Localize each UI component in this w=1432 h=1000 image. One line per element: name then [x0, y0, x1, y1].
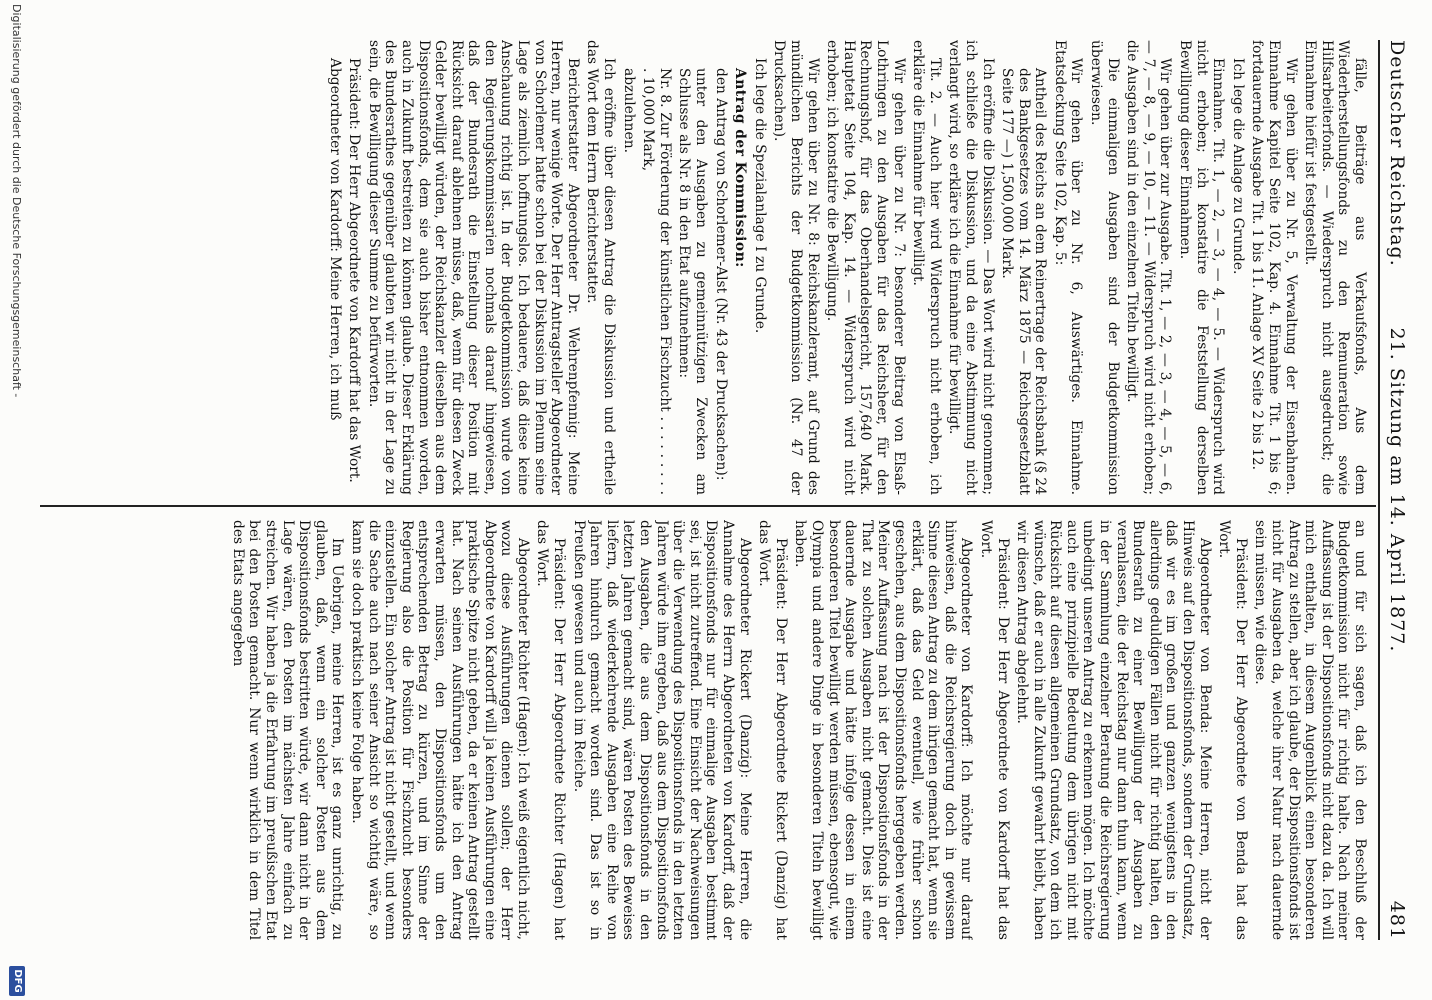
- column-divider: [40, 505, 1376, 507]
- right-column: [40, 520, 1368, 940]
- page-number: 481: [1386, 900, 1408, 940]
- paragraph: Präsident: Der Herr Abgeordnete von Benda hat das Wort.: [1216, 520, 1249, 940]
- paragraph: Einnahme. Tit. 1, — 2, — 3, — 4, — 5. — Widerspruch wird nicht erhoben; ich konstatire die Feststellung derselben Bewilligung dieser Einnahmen.: [1177, 40, 1227, 495]
- paragraph: Abgeordneter von Kardorff: Ich möchte nur darauf hinweisen, daß die Reichsregierung doch in gewissem Sinne diesen Antrag zu dem ihrigen gemacht hat, wenn sie erklärt, daß das Geld eventuell, wie früher schon geschehen, aus dem Dispositionsfonds hergegeben werden. Meiner Auffassung nach ist der Dispositionsfonds in der That zu solchen Ausgaben nicht gemacht. Dies ist eine dauernde Ausgabe und hätte infolge dessen in einem besonderen Titel bewilligt werden müssen, ebensogut, wie Olympia und andere Dinge in besonderen Titeln bewilligt haben.: [792, 520, 975, 940]
- paragraph: Berichterstatter Abgeordneter Dr. Wehrenpfennig: Meine Herren, nur wenige Worte. Der Herr Antragsteller Abgeordneter von Schorlemer hatte schon bei der Diskussion im Plenum seine Lage als ziemlich hoffnungslos. Ich bedauere, daß diese keine Anschauung richtig ist. In der Budgetkommission wurde von den Regierungskommissarien nochmals darauf hingewiesen, daß der Bundesrath die Einstellung dieser Position mit Rücksicht darauf ablehnen müsse, daß, wenn für diesen Zweck Gelder bewilligt würden, der Reichskanzler dieselben aus dem Dispositionsfonds, dem sie auch bisher entnommen worden, auch in Zukunft bestreiten zu können glaube. Dieser Erklärung des Bundesrathes gegenüber glaubten wir nicht in der Lage zu sein, die Bewilligung dieser Summe zu befürworten.: [365, 40, 581, 495]
- paragraph: Antheil des Reichs an dem Reinertrage der Reichsbank (§ 24 des Bankgesetzes vom 14. März 1875 — Reichsgesetzblatt Seite 177 —) 1,500,000 Mark.: [999, 68, 1049, 495]
- paragraph: Ich lege die Spezialanlage I zu Grunde.: [751, 58, 768, 334]
- paragraph: Abgeordneter Rickert (Danzig): Meine Herren, die Annahme des Herrn Abgeordneten von Kardorff, daß der Dispositionsfonds nur für einmalige Ausgaben bestimmt sei, ist nicht zutreffend. Eine Einsicht der Nachweisungen über die Verwendung des Dispositionsfonds in den letzten Jahren würde ihm ergeben, daß aus dem Dispositionsfonds den Ausgaben, die aus dem Dispositionsfonds in den letzten Jahren gemacht sind, wären Posten des Beweises liefern, daß wiederkehrende Ausgaben eine Reihe von Jahren hindurch gemacht worden sind. Das ist so in Preußen gewesen und auch im Reiche.: [570, 520, 753, 940]
- paragraph: an und für sich sagen, daß ich den Beschluß der Budgetkommission nicht für richtig halte. Nach meiner Auffassung ist der Dispositionsfonds nicht dazu da. Ich will mich enthalten, in diesem Augenblick einen besonderen Antrag zu stellen, aber ich glaube, der Dispositionsfonds ist nicht für Ausgaben da, welche ihrer Natur nach dauernde sein müssen, wie diese.: [1252, 520, 1368, 940]
- dfg-logo: DFG: [9, 966, 25, 996]
- paragraph: Wir gehen über zu Nr. 7: besonderer Beitrag von Elsaß-Lothringen zu den Ausgaben für das Reichsheer, für den Rechnungshof, für das Oberhandelsgericht, 157,640 Mark. Hauptetat Seite 104, Kap. 14. — Widerspruch wird nicht erhoben; ich konstatire die Bewilligung.: [824, 40, 907, 495]
- paragraph: Präsident: Der Herr Abgeordnete von Kardorff hat das Wort.: [977, 520, 1011, 940]
- paragraph: Die einmaligen Ausgaben sind der Budgetkommission überwiesen.: [1088, 40, 1121, 495]
- paragraph: unter den Ausgaben zu gemeinnützigen Zwecken am Schlusse als Nr. 8 in den Etat aufzunehmen:: [676, 68, 710, 495]
- digitization-footer: [2, 0, 28, 1000]
- funding-notice: Digitalisierung gefördert durch die Deutsche Forschungsgemeinschaft -: [10, 4, 23, 398]
- paragraph: Wir gehen über zu Nr. 5, Verwaltung der Eisenbahnen. Einnahme Kapitel Seite 102, Kap. 4. Einnahme Tit. 1 bis 6; fortdauernde Ausgabe Tit. 1 bis 11. Anlage XV Seite 2 bis 12.: [1249, 40, 1299, 495]
- paragraph: Ich eröffne über diesen Antrag die Diskussion und ertheile das Wort dem Herrn Berichterstatter.: [584, 40, 618, 495]
- paragraph: den Antrag von Schorlemer-Alst (Nr. 43 der Drucksachen):: [712, 68, 729, 481]
- paragraph: Wir gehen über zur Ausgabe. Tit. 1, — 2, — 3, — 4, — 5, — 6, — 7, — 8, — 9, — 10, — 11. — Widerspruch wird nicht erhoben; die Ausgaben sind in den einzelnen Titeln bewilligt.: [1124, 40, 1174, 495]
- paragraph: Ich lege die Anlage zu Grunde.: [1229, 58, 1246, 275]
- paragraph: Präsident: Der Herr Abgeordnete Richter (Hagen) hat das Wort.: [534, 520, 568, 940]
- paragraph: Nr. 8. Zur Förderung der künstlichen Fischzucht . . . . . . . . . . 10,000 Mark,: [640, 68, 673, 495]
- paragraph: Tit. 2. — Auch hier wird Widerspruch nicht erhoben, ich erkläre die Einnahme für bewilligt.: [910, 40, 943, 495]
- header-title: Deutscher Reichstag.: [1386, 40, 1408, 267]
- paragraph: Wir gehen über zu Nr. 8: Reichskanzleramt, auf Grund des mündlichen Berichts der Budgetkommission (Nr. 47 der Drucksachen).: [771, 40, 821, 495]
- header-session: 21. Sitzung am 14. April 1877.: [1386, 327, 1408, 653]
- paragraph: abzulehnen.: [620, 68, 637, 153]
- paragraph: Abgeordneter von Benda: Meine Herren, nicht der Hinweis auf den Dispositionsfonds, sondern der Grundsatz, daß wir es im großen und ganzen wenigstens in den allerdings geduldigen Fällen nicht für richtig halten, den Bundesrath zu einer Bewilligung der Ausgaben zu veranlassen, die der Reichstag nur dann thun kann, wenn in der Sammlung einzelner Beratung die Reichsregierung unbedingt unseren Antrag zu erkennen mögen. Ich möchte auch eine prinzipielle Bedeutung dem übrigen nicht mit Rücksicht auf diesen allgemeinen Grundsatz, von dem ich wünsche, daß er auch in alle Zukunft gewahrt bleibt, haben wir diesen Antrag abgelehnt.: [1014, 520, 1213, 940]
- paragraph: Präsident: Der Herr Abgeordnete Rickert (Danzig) hat das Wort.: [756, 520, 789, 940]
- paragraph: Antrag der Kommission:: [732, 68, 749, 268]
- paragraph: fälle, Beiträge aus Verkaufsfonds, Aus dem Wiederherstellungsfonds zu den Remuneration sowie Hilfsarbeiterfonds. — Wiederspruch nicht ausgedruckt; die Einnahme hiefür ist festgestellt.: [1302, 40, 1368, 495]
- paragraph: Wir gehen über zu Nr. 6, Auswärtiges. Einnahme. Etatsdeckung Seite 102, Kap. 5:: [1051, 40, 1085, 495]
- paragraph: Ich eröffne die Diskussion. — Das Wort wird nicht genommen; ich schließe die Diskussion, und da eine Abstimmung nicht verlangt wird, so erkläre ich die Einnahme für bewilligt.: [946, 40, 996, 495]
- left-column: [40, 40, 1368, 495]
- paragraph: Abgeordneter von Kardorff: Meine Herren, ich muß: [326, 58, 343, 421]
- paragraph: Präsident: Der Herr Abgeordnete von Kardorff hat das Wort.: [346, 58, 363, 483]
- paragraph: Im Uebrigen, meine Herren, ist es ganz unrichtig, zu glauben, daß, wenn ein solcher Posten aus dem Dispositionsfonds bestritten würde, wir dann nicht in der Lage wären, den Posten im nächsten Jahre einfach zu streichen. Wir haben ja die Erfahrung im preußischen Etat bei den Posten gemacht. Nur wenn wirklich in dem Titel des Etats angegeben: [229, 520, 346, 940]
- page-header: [1378, 40, 1414, 940]
- paragraph: Abgeordneter Richter (Hagen): Ich weiß eigentlich nicht, wozu diese Ausführungen dienen sollen; der Herr Abgeordnete von Kardorff will ja keinen Ausführungen eine praktische Spitze nicht geben, da er keinen Antrag gestellt hat. Nach seinen Ausführungen hätte ich den Antrag erwarten müssen, den Dispositionsfonds um den entsprechenden Betrag zu kürzen, und im Sinne der Regierung also die Position für Fischzucht besonders einzustellen. Ein solcher Antrag ist nicht gestellt, und wenn die Sache auch nach seiner Ansicht so wichtig wäre, so kann sie doch praktisch keine Folge haben.: [348, 520, 531, 940]
